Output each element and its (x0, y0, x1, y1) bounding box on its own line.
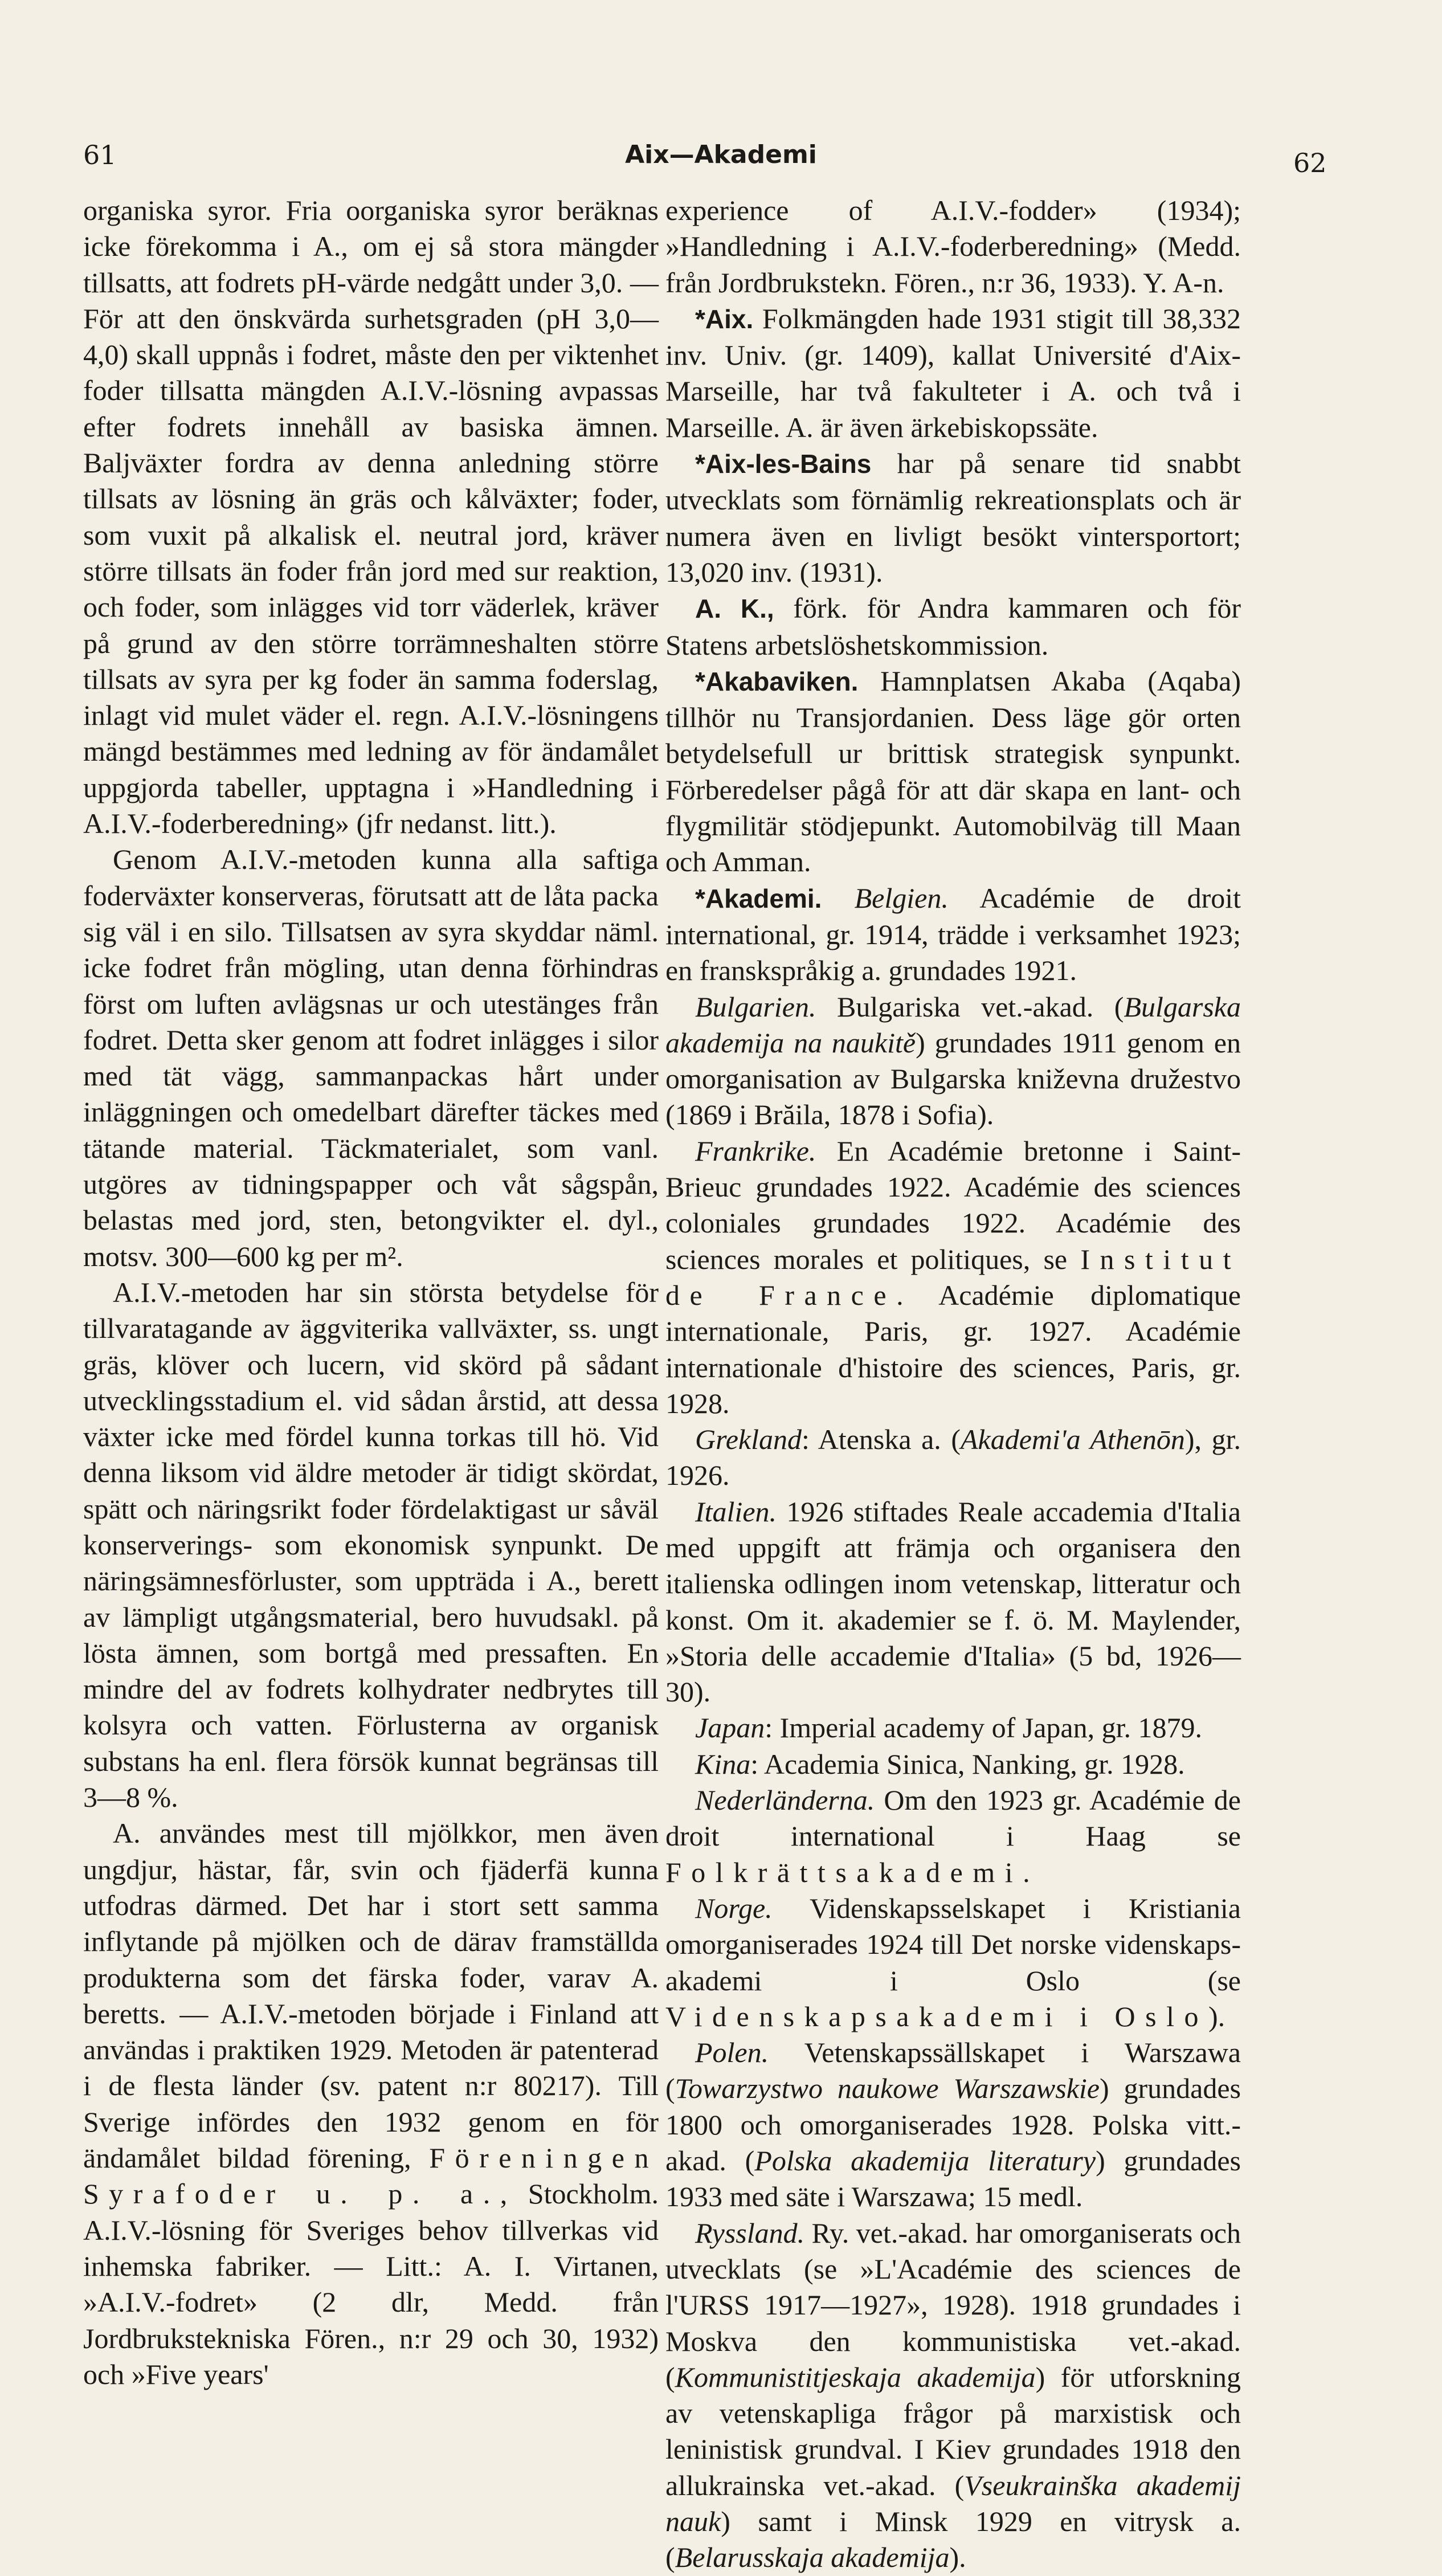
running-title: Aix—Akademi (625, 140, 817, 169)
page-number-left: 61 (83, 140, 117, 170)
text-run: : Imperial academy of Japan, gr. 1879. (765, 1712, 1203, 1744)
subentry-polen (665, 2035, 1241, 2215)
entry-headword: *Akademi. (695, 883, 822, 913)
entry-headword: *Aix. (695, 304, 754, 334)
entry-akabaviken (665, 663, 1241, 880)
italic-title: Bulgarska akademija na naukitě (665, 990, 1241, 1059)
text-run: Om den 1923 gr. Académie de droit international i Haag se (665, 1784, 1241, 1852)
entry-headword: *Aix-les-Bains (695, 449, 872, 479)
italic-title: Kommunistitjeskaja akademija (675, 2361, 1036, 2393)
text-run: ) grundades 1800 och omorganiserades 1928. Polska vitt.-akad. ( (665, 2072, 1241, 2177)
country-label: Grekland (695, 1423, 802, 1456)
text-run: . (1023, 1856, 1030, 1888)
paragraph: experience of A.I.V.-fodder» (1934); »Handledning i A.I.V.-foderberedning» (Medd. från Jordbrukstekn. Fören., n:r 36, 1933). Y. A-n. (665, 194, 1241, 299)
text-run: ) samt i Minsk 1929 en vitrysk a. ( (665, 2505, 1241, 2574)
spaced-name: Föreningen Syrafoder u. p. a. (83, 2142, 659, 2210)
paragraph: Genom A.I.V.-metoden kunna alla saftiga foderväxter konserveras, förutsatt att de låta packa sig väl i en silo. Tillsatsen av syra skyddar näml. icke fodret från mögling, utan denna förhindras först om luften avlägsnas ur och utestänges från fodret. Detta sker genom att fodret inlägges i silor med tät vägg, sammanpackas hårt under inläggningen och omedelbart därefter täckes med tätande material. Täckmaterialet, som vanl. utgöres av tidningspapper och våt sågspån, belastas med jord, sten, betongvikter el. dyl., motsv. 300—600 kg per m². (83, 843, 659, 1272)
text-run: Videnskapsselskapet i Kristiania omorganiserades 1924 till Det norske videnskaps-akademi i Oslo (se (665, 1892, 1241, 1997)
text-run: ). (949, 2541, 966, 2574)
subentry-nederlanderna (665, 1782, 1241, 1891)
paragraph: organiska syror. Fria oorganiska syror beräknas icke förekomma i A., om ej så stora mängder tillsatts, att fodrets pH-värde nedgått under 3,0. — För att den önskvärda surhetsgraden (pH 3,0—4,0) skall uppnås i fodret, måste den per viktenhet foder tillsatta mängden A.I.V.-lösning avpassas efter fodrets innehåll av basiska ämnen. Baljväxter fordra av denna anledning större tillsats av lösning än gräs och kålväxter; foder, som vuxit på alkalisk el. neutral jord, kräver större tillsats än foder från jord med sur reaktion, och foder, som inlägges vid torr väderlek, kräver på grund av den större torrämneshalten större tillsats av syra per kg foder än samma foderslag, inlagt vid mulet väder el. regn. A.I.V.-lösningens mängd bestämmes med ledning av för ändamålet uppgjorda tabeller, upptagna i »Handledning i A.I.V.-foderberedning» (jfr nedanst. litt.). (83, 194, 659, 840)
paragraph (83, 1815, 659, 2393)
country-label: Polen. (695, 2036, 769, 2069)
subentry-grekland (665, 1422, 1241, 1494)
country-label: Kina (695, 1748, 751, 1780)
spaced-name: Videnskapsakademi i Oslo (665, 2000, 1209, 2032)
text-run: ). (1208, 2000, 1226, 2032)
text-run: En Académie bretonne i Saint-Brieuc grundades 1922. Académie des sciences coloniales grundades 1922. Académie des sciences morales et politiques, se (665, 1134, 1241, 1275)
page-number-right: 62 (1293, 148, 1327, 178)
subentry-kina (665, 1746, 1241, 1782)
entry-aix-les-bains (665, 446, 1241, 590)
subentry-italien (665, 1494, 1241, 1710)
text-run: ) grundades 1911 genom en omorganisation av Bulgarska kniževna družestvo (1869 i Brăila, 1878 i Sofia). (665, 1026, 1241, 1131)
subentry-norge (665, 1891, 1241, 2035)
entry-headword: *Akabaviken. (695, 666, 859, 696)
text-run: : Academia Sinica, Nanking, gr. 1928. (750, 1748, 1185, 1780)
entry-akademi (665, 880, 1241, 989)
text-run: A. användes mest till mjölkkor, men även ungdjur, hästar, får, svin och fjäderfä kunna utfodras därmed. Det har i stort sett samma inflytande på mjölken och de därav framställda produkterna som det färska foder, varav A. beretts. — A.I.V.-metoden började i Finland att användas i praktiken 1929. Metoden är patenterad i de flesta länder (sv. patent n:r 80217). Till Sverige infördes den 1932 genom en för ändamålet bildad förening, (83, 1817, 659, 2174)
country-label: Japan (695, 1712, 765, 1744)
country-label: Italien. (695, 1495, 777, 1528)
text-run: Ry. vet.-akad. har omorganiserats och utvecklats (se »L'Académie des sciences de l'URSS 1917—1927», 1928). 1918 grundades i Moskva den kommunistiska vet.-akad. ( (665, 2216, 1241, 2393)
country-label: Nederländerna. (695, 1784, 875, 1816)
entry-aix (665, 301, 1241, 446)
country-label: Ryssland. (695, 2216, 805, 2249)
text-run: : Atenska a. ( (802, 1423, 961, 1456)
country-label: Frankrike. (695, 1134, 816, 1167)
italic-title: Polska akademija literatury (754, 2145, 1096, 2177)
text-run: ) grundades 1933 med säte i Warszawa; 15 medl. (665, 2145, 1241, 2213)
italic-title: Towarzystwo naukowe Warszawskie (675, 2072, 1100, 2105)
right-column (665, 193, 1241, 2576)
spaced-name: Institut de France (665, 1243, 1241, 1311)
paragraph: A.I.V.-metoden har sin största betydelse för tillvaratagande av äggviterika vallväxter, ss. ungt gräs, klöver och lucern, vid skörd på sådant utvecklingsstadium el. vid sådan årstid, att dessa växter icke med fördel kunna torkas till hö. Vid denna liksom vid äldre metoder är tidigt skördat, spätt och näringsrikt foder fördelaktigast ur såväl konserverings- som ekonomisk synpunkt. De näringsämnesförluster, som uppträda i A., berett av lämpligt utgångsmaterial, bero huvudsakl. på lösta ämnen, som bortgå med pressaften. En mindre del av fodrets kolhydrater nedbrytes till kolsyra och vatten. Förlusterna av organisk substans ha enl. flera försök kunnat begränsas till 3—8 %. (83, 1276, 659, 1814)
text-run: ), gr. 1926. (665, 1423, 1241, 1492)
left-column (83, 193, 659, 2393)
italic-title: Akademi'a Athenōn (961, 1423, 1185, 1456)
subentry-japan (665, 1710, 1241, 1746)
entry-text: förk. för Andra kammaren och för Statens arbetslöshetskommission. (665, 592, 1241, 661)
entry-text: Académie de droit international, gr. 1914, trädde i verksamhet 1923; en franskspråkig a. grundades 1921. (665, 881, 1241, 987)
italic-title: Vseukrainška akademij nauk (665, 2469, 1241, 2537)
entry-text: Folkmängden hade 1931 stigit till 38,332 inv. Univ. (gr. 1409), kallat Université d'Aix-Marseille, har två fakulteter i A. och två i Marseille. A. är även ärkebiskopssäte. (665, 302, 1241, 443)
subentry-frankrike (665, 1133, 1241, 1422)
italic-title: Belarusskaja akademija (675, 2541, 950, 2574)
country-label: Norge. (695, 1892, 773, 1924)
text-run: Bulgariska vet.-akad. ( (816, 990, 1124, 1023)
text-run: . Académie diplomatique internationale, Paris, gr. 1927. Académie internationale d'histoire des sciences, Paris, gr. 1928. (665, 1279, 1241, 1419)
spaced-name: Folkrättsakademi (665, 1856, 1023, 1888)
subentry-bulgarien (665, 989, 1241, 1133)
entry-text: Hamnplatsen Akaba (Aqaba) tillhör nu Transjordanien. Dess läge gör orten betydelsefull ur brittisk strategisk synpunkt. Förberedelser pågå för att där skapa en lant- och flygmilitär stödjepunkt. Automobilväg till Maan och Amman. (665, 664, 1241, 878)
country-label: Bulgarien. (695, 990, 816, 1023)
entry-text: har på senare tid snabbt utvecklats som förnämlig rekreationsplats och är numera även en livligt besökt vintersportort; 13,020 inv. (1931). (665, 447, 1241, 588)
country-label: Belgien. (854, 881, 949, 914)
text-run: , Stockholm. A.I.V.-lösning för Sveriges behov tillverkas vid inhemska fabriker. — Litt.: A. I. Virtanen, »A.I.V.-fodret» (2 dlr, Medd. från Jordbrukstekniska Fören., n:r 29 och 30, 1932) och »Five years' (83, 2178, 659, 2390)
entry-headword: A. K., (695, 594, 774, 624)
text-run: 1926 stiftades Reale accademia d'Italia med uppgift att främja och organisera den italienska odlingen inom vetenskap, litteratur och konst. Om it. akademier se f. ö. M. Maylender, »Storia delle accademie d'Italia» (5 bd, 1926—30). (665, 1495, 1241, 1708)
entry-a-k (665, 590, 1241, 663)
text-run: Vetenskapssällskapet i Warszawa ( (665, 2036, 1241, 2105)
subentry-ryssland (665, 2215, 1241, 2576)
text-run: ) för utforskning av vetenskapliga frågor på marxistisk och leninistisk grundval. I Kiev grundades 1918 den allukrainska vet.-akad. ( (665, 2361, 1241, 2501)
